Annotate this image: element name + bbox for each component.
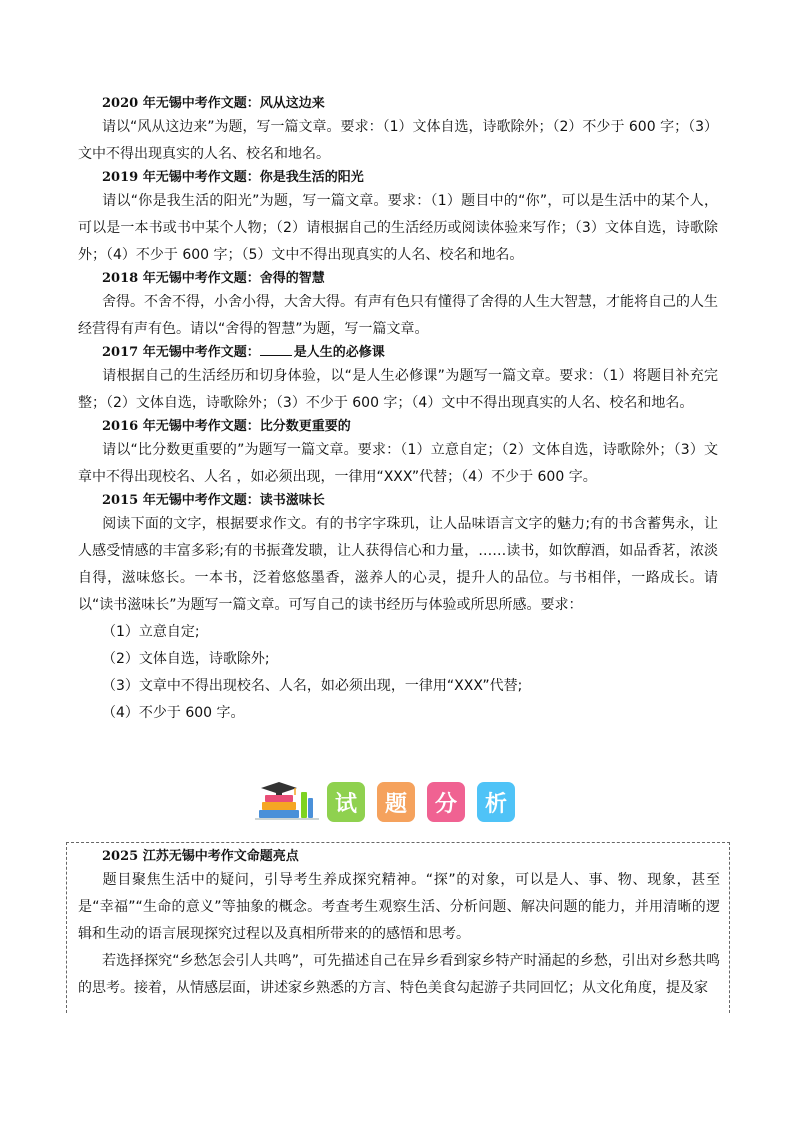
requirement-item: （1）立意自定;: [102, 624, 200, 640]
banner-tile-4: 析: [477, 782, 515, 822]
essay-topics-list: [78, 94, 718, 727]
section-paragraph: 请根据自己的生活经历和切身体验，以“是人生必修课”为题写一篇文章。要求：（1）将题目补充完整；（2）文体自选，诗歌除外；（3）不少于 600 字；（4）文中不得出现真实的人名、校名和地名。: [78, 368, 718, 411]
section-2018: [78, 269, 718, 343]
requirement-item: （4）不少于 600 字。: [102, 705, 245, 721]
banner-tile-1: 试: [327, 782, 365, 822]
analysis-heading: 2025 江苏无锡中考作文命题亮点: [102, 849, 299, 864]
section-2019: [78, 168, 718, 269]
section-2016: [78, 417, 718, 491]
section-heading: 2016 年无锡中考作文题：比分数更重要的: [102, 419, 351, 434]
requirement-item: （2）文体自选，诗歌除外;: [102, 651, 270, 667]
analysis-paragraph: 若选择探究“乡愁怎会引人共鸣”，可先描述自己在异乡看到家乡特产时涌起的乡愁，引出对乡愁共鸣的思考。接着，从情感层面，讲述家乡熟悉的方言、特色美食勾起游子共同回忆；从文化角度，提及家: [78, 953, 720, 996]
section-2015: [78, 491, 718, 727]
section-heading: 2017 年无锡中考作文题： 是人生的必修课: [102, 345, 385, 360]
section-paragraph: 请以“风从这边来”为题，写一篇文章。要求：（1）文体自选，诗歌除外；（2）不少于 600 字；（3）文中不得出现真实的人名、校名和地名。: [78, 119, 718, 162]
analysis-box: [66, 842, 730, 1013]
section-heading: 2020 年无锡中考作文题：风从这边来: [102, 96, 325, 111]
books-graduation-icon: [253, 780, 323, 824]
section-paragraph: 请以“你是我生活的阳光”为题，写一篇文章。要求：（1）题目中的“你”，可以是生活中的某个人，可以是一本书或书中某个人物；（2）请根据自己的生活经历或阅读体验来写作；（3）文体自选，诗歌除外；（4）不少于 600 字；（5）文中不得出现真实的人名、校名和地名。: [78, 193, 718, 263]
section-paragraph: 请以“比分数更重要的”为题写一篇文章。要求：（1）立意自定；（2）文体自选，诗歌除外；（3）文章中不得出现校名、人名 ，如必须出现，一律用“XXX”代替；（4）不少于 600 字。: [78, 442, 718, 485]
section-heading: 2018 年无锡中考作文题：舍得的智慧: [102, 271, 325, 286]
section-heading: 2019 年无锡中考作文题：你是我生活的阳光: [102, 170, 364, 185]
section-paragraph: 舍得。不舍不得，小舍小得，大舍大得。有声有色只有懂得了舍得的人生大智慧，才能将自己的人生经营得有声有色。请以“舍得的智慧”为题，写一篇文章。: [78, 294, 718, 337]
banner-tile-3: 分: [427, 782, 465, 822]
section-2020: [78, 94, 718, 168]
section-2017: [78, 343, 718, 417]
fill-blank: [260, 343, 292, 356]
section-paragraph: 阅读下面的文字，根据要求作文。有的书字字珠玑，让人品味语言文字的魅力;有的书含蓄隽永，让人感受情感的丰富多彩;有的书振聋发聩，让人获得信心和力量，……读书，如饮醇酒，如品香茗，浓淡自得，滋味悠长。一本书，泛着悠悠墨香，滋养人的心灵，提升人的品位。与书相伴，一路成长。请以“读书滋味长”为题写一篇文章。可写自己的读书经历与体验或所思所感。要求：: [78, 516, 718, 613]
requirement-item: （3）文章中不得出现校名、人名，如必须出现，一律用“XXX”代替;: [102, 678, 523, 694]
analysis-banner: [253, 780, 543, 824]
banner-tile-2: 题: [377, 782, 415, 822]
section-heading: 2015 年无锡中考作文题：读书滋味长: [102, 493, 325, 508]
analysis-paragraph: 题目聚焦生活中的疑问，引导考生养成探究精神。“探”的对象，可以是人、事、物、现象，甚至是“幸福”“生命的意义”等抽象的概念。考查考生观察生活、分析问题、解决问题的能力，并用清晰的逻辑和生动的语言展现探究过程以及真相所带来的的感悟和思考。: [78, 872, 720, 942]
